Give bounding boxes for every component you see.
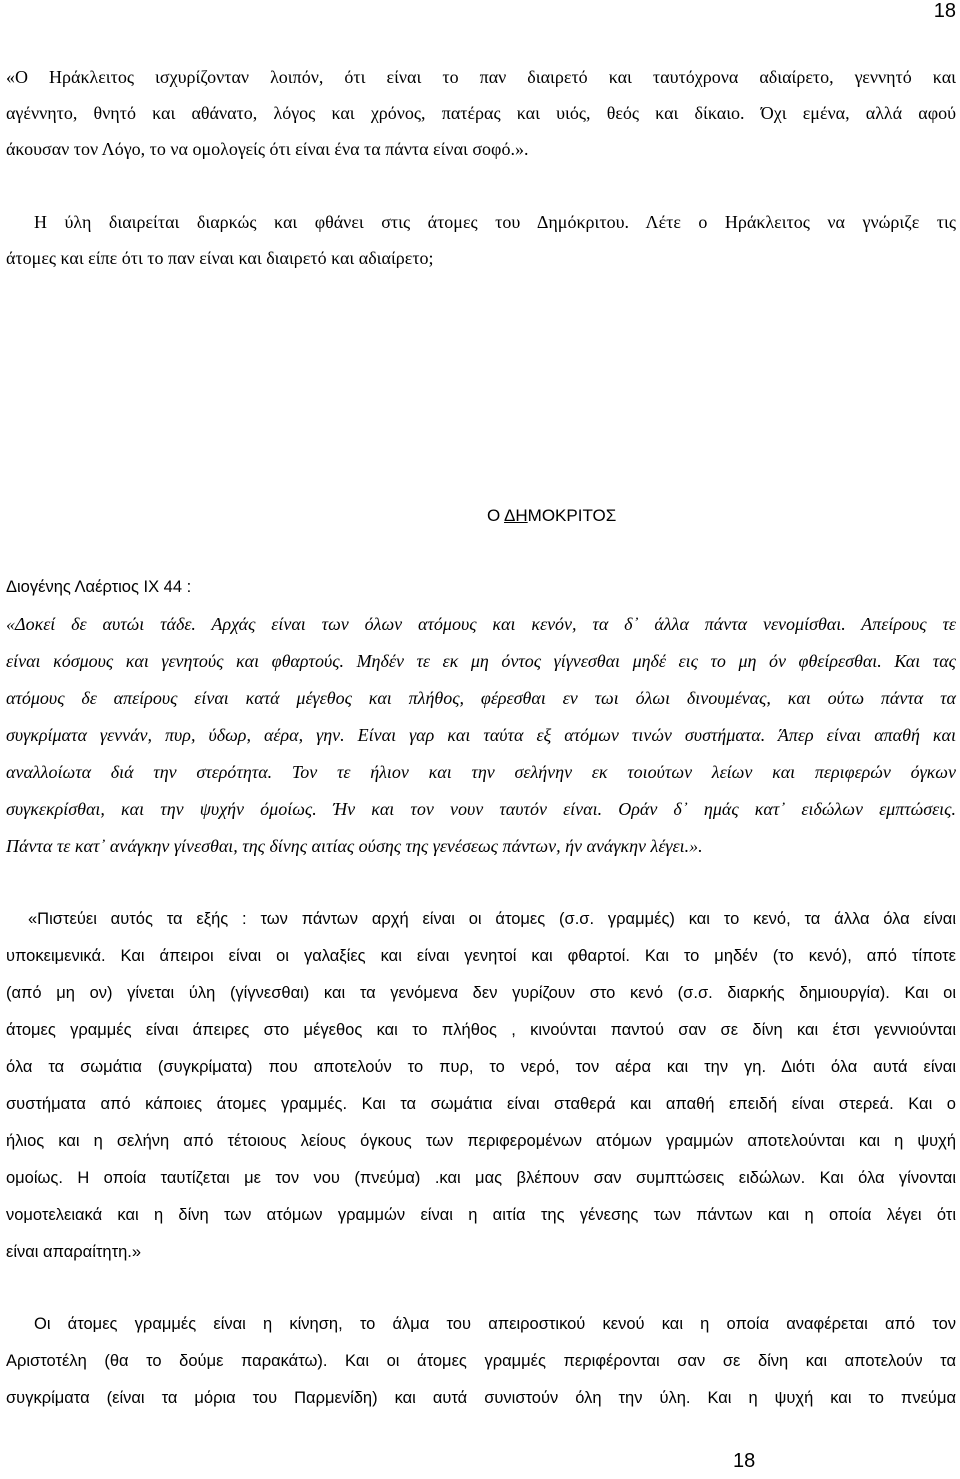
quote3-line: υποκειμενικά. Και άπειροι είναι οι γαλαξίες και είναι γενητοί και φθαρτοί. Και το μηδέν (το κενό), από τίποτε [6, 947, 956, 965]
quote3-line: ήλιος και η σελήνη από τέτοιους λείους όγκους των περιφερομένων ατόμων γραμμών αποτελούνται και η ψυχή [6, 1132, 956, 1150]
quote3-line: άτομες γραμμές είναι άπειρες στο μέγεθος και το πλήθος , κινούνται παντού σαν σε δίνη και έτσι γεννιούνται [6, 1021, 956, 1039]
quote2-line: ατόμους δε απείρους είναι κατά μέγεθος και πλήθος, φέρεσθαι εν τωι όλωι δινουμένας, και ούτω πάντα τα [6, 688, 956, 708]
quote3-line: νομοτελειακά και η δίνη των ατόμων γραμμών είναι η αιτία της γένεσης των πάντων και η οποία λέγει ότι [6, 1206, 956, 1224]
para4-line: Αριστοτέλη (θα το δούμε παρακάτω). Και οι άτομες γραμμές περιφέρονται σαν σε δίνη και αποτελούν τα [6, 1352, 956, 1370]
para2-line: άτομες και είπε ότι το παν είναι και διαιρετό και αδιαίρετο; [6, 248, 434, 268]
quote1-line: «Ο Ηράκλειτος ισχυρίζονταν λοιπόν, ότι είναι το παν διαιρετό και ταυτόχρονα αδιαίρετο, γεννητό και [6, 67, 956, 87]
quote3-line: ομοίως. Η οποία ταυτίζεται με τον νου (πνεύμα) .και μας βλέπουν σαν συμπτώσεις ειδώλων. Και όλα γίνονται [6, 1169, 956, 1187]
page-number-top: 18 [933, 0, 956, 22]
quote2-line: Πάντα τε κατ᾽ ανάγκην γίνεσθαι, της δίνης αιτίας ούσης της γενέσεως πάντων, ήν ανάγκην λέγει.». [6, 836, 703, 856]
section-heading: Ο ΔΗΜΟΚΡΙΤΟΣ [487, 506, 617, 525]
quote2-line: είναι κόσμους και γενητούς και φθαρτούς. Μηδέν τε εκ μη όντος γίγνεσθαι μηδέ εις το μη όν φθείρεσθαι. Και τας [6, 651, 956, 671]
source-citation: Διογένης Λαέρτιος IX 44 : [6, 578, 192, 596]
quote3-line: «Πιστεύει αυτός τα εξής : των πάντων αρχή είναι οι άτομες (σ.σ. γραμμές) και το κενό, τα άλλα όλα είναι [28, 910, 956, 928]
quote3-line: (από μη ον) γίνεται ύλη (γίγνεσθαι) και τα γενόμενα δεν γυρίζουν στο κενό (σ.σ. διαρκής δημιουργία). Και οι [6, 984, 956, 1002]
quote2-line: αναλλοίωτα διά την στερότητα. Τον τε ήλιον και την σελήνην εκ τοιούτων λείων και περιφερών όγκων [6, 762, 956, 782]
para4-line: συγκρίματα (είναι τα μόρια του Παρμενίδη) και αυτά συνιστούν όλη την ύλη. Και η ψυχή και το πνεύμα [6, 1389, 956, 1407]
quote3-line: είναι απαραίτητη.» [6, 1243, 142, 1261]
quote1-line: άκουσαν τον Λόγο, το να ομολογείς ότι είναι ένα τα πάντα είναι σοφό.». [6, 139, 529, 159]
quote2-line: «Δοκεί δε αυτώι τάδε. Αρχάς είναι των όλων ατόμους και κενόν, τα δ᾽ άλλα πάντα νενομίσθαι. Απείρους τε [6, 614, 956, 634]
quote2-line: συγκρίματα γεννάν, πυρ, ύδωρ, αέρα, γην. Είναι γαρ και ταύτα εξ ατόμων τινών συστήματα. Άπερ είναι απαθή και [6, 725, 956, 745]
page-number-bottom: 18 [733, 1450, 756, 1472]
quote2-line: συγκεκρίσθαι, και την ψυχήν όμοίως. Ήν και τον νουν ταυτόν είναι. Οράν δ᾽ ημάς κατ᾽ ειδώλων εμπτώσεις. [6, 799, 956, 819]
quote1-line: αγέννητο, θνητό και αθάνατο, λόγος και χρόνος, πατέρας και υιός, θεός και δίκαιο. Όχι εμένα, αλλά αφού [6, 103, 956, 123]
para2-line: Η ύλη διαιρείται διαρκώς και φθάνει στις άτομες του Δημόκριτου. Λέτε ο Ηράκλειτος να γνώριζε τις [34, 212, 956, 232]
quote3-line: συστήματα από κάποιες άτομες γραμμές. Και τα σωμάτια είναι σταθερά και απαθή επειδή είναι στερεά. Και ο [6, 1095, 956, 1113]
para4-line: Οι άτομες γραμμές είναι η κίνηση, το άλμα του απειροστικού κενού και η οποία αναφέρεται από τον [34, 1315, 956, 1333]
quote3-line: όλα τα σωμάτια (συγκρίματα) που αποτελούν το πυρ, το νερό, τον αέρα και την γη. Διότι όλα αυτά είναι [6, 1058, 956, 1076]
